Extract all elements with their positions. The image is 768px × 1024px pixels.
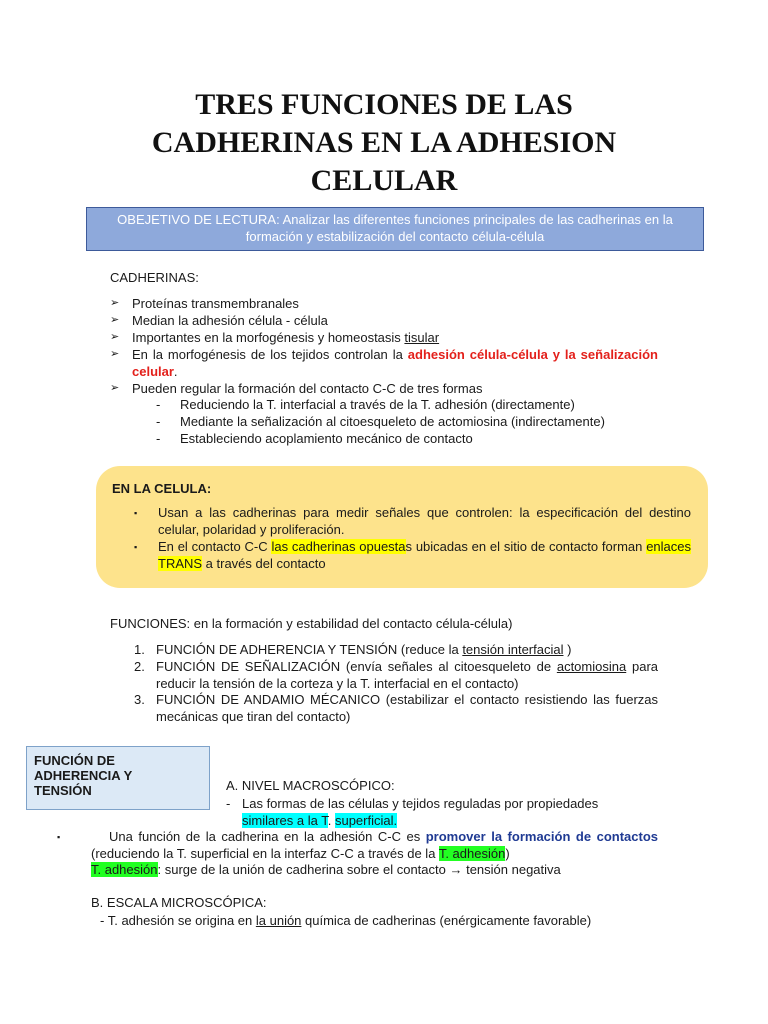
paragraph-text: (reduciendo la T. superficial en la interfaz C-C a través de la: [91, 846, 439, 861]
celula-item-text: s ubicadas en el sitio de contacto forman: [405, 539, 647, 554]
sub-item-text: Mediante la señalización al citoesqueleto de actomiosina (indirectamente): [180, 414, 605, 429]
adhesion-definition: [91, 861, 561, 878]
celula-item-text: Usan a las cadherinas para medir señales que controlen: la especificación del destino celular, polaridad y proliferación.: [158, 505, 691, 537]
celula-heading: EN LA CELULA:: [112, 481, 212, 496]
list-number: 3.: [134, 692, 145, 707]
square-bullet-icon: ▪: [134, 542, 138, 552]
list-item: [110, 329, 658, 346]
funcion-text: FUNCIÓN DE ADHERENCIA Y TENSIÓN (reduce la: [156, 642, 463, 657]
macro-item-line2: [242, 812, 397, 829]
list-item-text: Proteínas transmembranales: [132, 296, 299, 311]
paragraph-text: ): [505, 846, 510, 861]
dash-icon: -: [156, 414, 161, 429]
arrow-bullet-icon: ➢: [110, 297, 120, 309]
list-number: 1.: [134, 642, 145, 657]
una-funcion-paragraph: [57, 828, 658, 862]
dash-icon: -: [156, 397, 161, 412]
sub-item: [156, 413, 676, 430]
funciones-heading: FUNCIONES: en la formación y estabilidad del contacto célula-célula): [110, 616, 513, 631]
macro-text: Las formas de las células y tejidos reguladas por propiedades: [242, 796, 599, 811]
sub-item: [156, 396, 676, 413]
funcion-item: [134, 658, 658, 692]
cadherinas-heading: CADHERINAS:: [110, 270, 199, 285]
list-item-text: Pueden regular la formación del contacto C-C de tres formas: [132, 381, 483, 396]
celula-item-text: a través del contacto: [202, 556, 326, 571]
funcion-item: [134, 641, 658, 658]
cyan-highlight: similares a la T: [242, 813, 328, 828]
micro-text: química de cadherinas (enérgicamente favorable): [301, 913, 592, 928]
list-item: [110, 295, 658, 312]
funcion-text: ): [563, 642, 572, 657]
macro-text: .: [327, 813, 335, 828]
square-bullet-icon: ▪: [134, 508, 138, 518]
box-line: TENSIÓN: [34, 783, 92, 798]
list-item-text: Median la adhesión célula - célula: [132, 313, 328, 328]
cyan-highlight: superficial.: [334, 813, 398, 828]
list-item: [110, 346, 658, 380]
adherencia-label-box: [26, 746, 210, 810]
cadherinas-sublist: [156, 396, 676, 447]
macro-item: [226, 795, 658, 812]
title-line: CELULAR: [310, 164, 458, 197]
red-emphasis: adhesión célula-célula y la señalización celular: [132, 347, 658, 379]
arrow-bullet-icon: ➢: [110, 314, 120, 326]
objective-box: OBEJETIVO DE LECTURA: Analizar las diferentes funciones principales de las cadherinas en la formación y estabilización del contacto célula-célula: [86, 207, 704, 251]
funcion-text: FUNCIÓN DE ANDAMIO MÉCANICO (estabilizar el contacto resistiendo las fuerzas mecánicas que tiran del contacto): [156, 692, 658, 724]
green-highlight: T. adhesión: [438, 846, 506, 861]
underlined-term: tisular: [404, 330, 440, 345]
arrow-bullet-icon: ➢: [110, 331, 120, 343]
list-item-text: Importantes en la morfogénesis y homeostasis: [132, 330, 405, 345]
list-number: 2.: [134, 659, 145, 674]
box-line: FUNCIÓN DE: [34, 753, 115, 768]
cadherinas-list: [110, 295, 658, 397]
list-item: [110, 380, 658, 397]
bold-emphasis: promover la formación de contactos: [425, 829, 658, 844]
paragraph-text: Una función de la cadherina en la adhesión C-C es: [109, 829, 426, 844]
micro-text: T. adhesión se origina en: [104, 913, 256, 928]
square-bullet-icon: ▪: [57, 832, 61, 842]
yellow-highlight: las cadherinas opuesta: [271, 539, 406, 554]
list-item: [110, 312, 658, 329]
celula-item: [134, 538, 692, 572]
green-highlight: T. adhesión: [91, 862, 158, 877]
underlined-term: actomiosina: [556, 659, 627, 674]
box-line: ADHERENCIA Y: [34, 768, 133, 783]
punctuation: .: [173, 364, 178, 379]
dash-icon: -: [100, 913, 105, 928]
celula-item-text: En el contacto C-C: [158, 539, 272, 554]
celula-item: [134, 504, 691, 538]
micro-heading: B. ESCALA MICROSCÓPICA:: [91, 895, 267, 910]
underlined-term: la unión: [255, 913, 302, 928]
sub-item-text: Estableciendo acoplamiento mecánico de contacto: [180, 431, 473, 446]
funcion-text: FUNCIÓN DE SEÑALIZACIÓN (envía señales al citoesqueleto de: [156, 659, 557, 674]
micro-item: [100, 912, 591, 929]
title-line: TRES FUNCIONES DE LAS: [195, 88, 573, 121]
definition-text: : surge de la unión de cadherina sobre el contacto → tensión negativa: [157, 862, 561, 877]
funcion-item: [134, 691, 658, 725]
dash-icon: -: [226, 796, 231, 811]
yellow-highlight: enlaces TRANS: [158, 539, 692, 571]
dash-icon: -: [156, 431, 161, 446]
title-line: CADHERINAS EN LA ADHESION: [151, 126, 617, 159]
underlined-term: tensión interfacial: [462, 642, 564, 657]
macro-heading: A. NIVEL MACROSCÓPICO:: [226, 778, 395, 793]
funcion-text: para reducir la tensión de la corteza y la T. interfacial en el contacto): [156, 659, 658, 691]
sub-item: [156, 430, 676, 447]
arrow-bullet-icon: ➢: [110, 382, 120, 394]
list-item-text: En la morfogénesis de los tejidos controlan la: [132, 347, 408, 362]
page-title: [0, 86, 768, 200]
arrow-bullet-icon: ➢: [110, 348, 120, 360]
sub-item-text: Reduciendo la T. interfacial a través de la T. adhesión (directamente): [180, 397, 575, 412]
